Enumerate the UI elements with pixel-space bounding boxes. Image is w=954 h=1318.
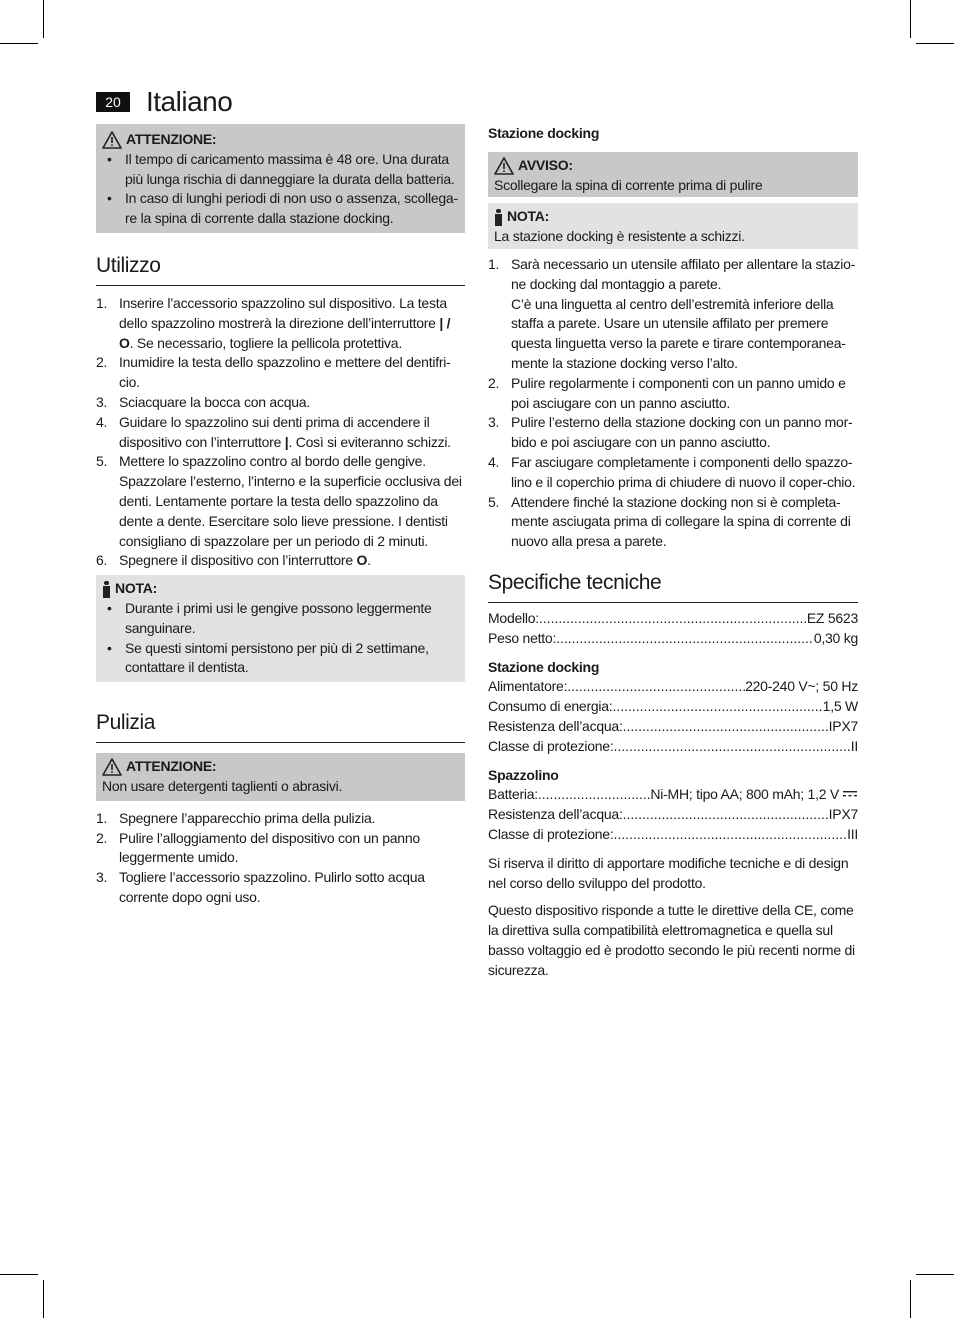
switch-symbol: | / O <box>119 314 451 351</box>
paragraph: Si riserva il diritto di apportare modifiche tecniche e di design nel corso dello sviluppo del prodotto. <box>488 854 849 891</box>
spec-row: Classe di protezione: ..... II <box>488 737 858 757</box>
crop-mark <box>910 1280 911 1318</box>
note-text: La stazione docking è resistente a schizzi. <box>494 228 745 245</box>
note-label: NOTA: <box>507 208 550 225</box>
warning-label: ATTENZIONE: <box>126 131 217 147</box>
warning-icon <box>102 131 122 149</box>
utilizzo-steps <box>96 294 465 571</box>
list-item: 4. Far asciugare completamente i componenti dello spazzo-lino e il coperchio prima di chiudere di nuovo il coper-chio. <box>488 453 856 490</box>
warning-list <box>102 150 459 229</box>
list-item: 5. Mettere lo spazzolino contro al bordo delle gengive. Spazzolare l’esterno, l’interno e la superficie occlusiva dei denti. Lentamente portare la testa dello spazzolino da dente a dente. Esercitare solo lieve pressione. I dentisti consigliano di spazzolare per un periodo di 2 minuti. <box>96 453 462 549</box>
warning-box <box>96 124 465 233</box>
warning-heading <box>494 156 852 176</box>
info-icon <box>102 580 111 598</box>
subsection-heading: Spazzolino <box>488 766 559 783</box>
note-box <box>96 575 465 682</box>
warning-text: Non usare detergenti taglienti o abrasivi. <box>102 777 343 794</box>
spec-row: Alimentatore: ..... 220-240 V~; 50 Hz <box>488 677 858 697</box>
subsection-heading: Stazione docking <box>488 658 600 675</box>
list-item: • In caso di lunghi periodi di non uso o assenza, scollega-re la spina di corrente dalla stazione docking. <box>102 189 459 229</box>
info-icon <box>494 208 503 226</box>
spec-row: Peso netto: ..... 0,30 kg <box>488 629 858 649</box>
list-item: 3. Pulire l’esterno della stazione docking con un panno mor-bido e poi asciugare con un panno asciutto. <box>488 414 853 451</box>
list-item: 1. Inserire l’accessorio spazzolino sul dispositivo. La testa dello spazzolino mostrerà la direzione dell’interruttore | / O. Se necessario, togliere la pellicola protettiva. <box>96 294 451 351</box>
switch-symbol: | <box>284 433 289 450</box>
list-item: 3. Togliere l’accessorio spazzolino. Pulirlo sotto acqua corrente dopo ogni uso. <box>96 869 425 905</box>
spec-row: Resistenza dell’acqua: ..... IPX7 <box>488 717 858 737</box>
page-title: Italiano <box>146 86 233 117</box>
right-column <box>488 124 858 980</box>
crop-mark <box>0 1274 38 1275</box>
note-box <box>488 203 858 249</box>
page-number: 20 <box>96 92 130 112</box>
warning-label: AVVISO: <box>518 156 573 173</box>
note-label: NOTA: <box>115 580 158 597</box>
warning-label: ATTENZIONE: <box>126 758 217 775</box>
crop-mark <box>916 1274 954 1275</box>
switch-symbol: O <box>356 552 368 569</box>
left-column <box>96 124 465 908</box>
section-heading-specs: Specifiche tecniche <box>488 570 858 603</box>
subsection-heading: Stazione docking <box>488 125 600 141</box>
warning-icon <box>494 157 514 175</box>
list-item: • Durante i primi usi le gengive possono leggermente sanguinare. <box>102 599 459 639</box>
warning-icon <box>102 758 122 776</box>
crop-mark <box>916 43 954 44</box>
list-item: • Se questi sintomi persistono per più di 2 settimane, contattare il dentista. <box>102 639 459 679</box>
warning-text: Scollegare la spina di corrente prima di pulire <box>494 176 763 193</box>
crop-mark <box>910 0 911 38</box>
list-item: 2. Pulire l’alloggiamento del dispositivo con un panno leggermente umido. <box>96 829 420 866</box>
crop-mark <box>43 1280 44 1318</box>
spec-row: Resistenza dell’acqua: ..... IPX7 <box>488 805 858 825</box>
dc-symbol-icon <box>842 790 858 800</box>
list-item: 5. Attendere finché la stazione docking non si è completa-mente asciugata prima di collegare la spina di corrente di nuovo alla presa a parete. <box>488 493 851 550</box>
warning-box <box>488 152 858 198</box>
list-item: 4. Guidare lo spazzolino sui denti prima di accendere il dispositivo con l’interruttore |. Così si eviteranno schizzi. <box>96 413 451 450</box>
list-item: 1. Spegnere l’apparecchio prima della pulizia. <box>96 809 376 826</box>
spec-row: Modello: ..... EZ 5623 <box>488 609 858 629</box>
spec-row: Classe di protezione: ..... III <box>488 825 858 845</box>
section-heading-utilizzo: Utilizzo <box>96 253 465 286</box>
section-heading-pulizia: Pulizia <box>96 710 465 743</box>
spec-row: Batteria: ..... Ni-MH; tipo AA; 800 mAh; 1,2 V <box>488 785 858 805</box>
crop-mark <box>43 0 44 38</box>
list-item: 1. Sarà necessario un utensile affilato per allentare la stazio-ne docking dal montaggio a parete. C’è una linguetta al centro dell’estremità inferiore della staffa a parete. Usare un utensile affilato per premere questa linguetta verso la parete e tirare contemporanea-mente la stazione docking verso l’alto. <box>488 255 856 371</box>
pulizia-steps <box>96 809 465 908</box>
warning-heading <box>102 130 459 150</box>
crop-mark <box>0 43 38 44</box>
paragraph: Questo dispositivo risponde a tutte le direttive della CE, come la direttiva sulla compatibilità elettromagnetica e quella sul basso voltaggio ed è prodotto secondo le più recenti norme di sicurezza. <box>488 902 855 978</box>
note-list <box>102 599 459 678</box>
list-item: 2. Pulire regolarmente i componenti con un panno umido e poi asciugare con un panno asciutto. <box>488 374 846 411</box>
list-item: 2. Inumidire la testa dello spazzolino e mettere del dentifri-cio. <box>96 354 451 391</box>
list-item: 3. Sciacquare la bocca con acqua. <box>96 393 310 410</box>
spec-row: Consumo di energia: ..... 1,5 W <box>488 697 858 717</box>
docking-steps <box>488 255 858 552</box>
list-item: • Il tempo di caricamento massima è 48 ore. Una durata più lunga rischia di danneggiare la durata della batteria. <box>102 150 459 190</box>
note-heading <box>102 579 459 599</box>
list-item: 6. Spegnere il dispositivo con l’interruttore O. <box>96 552 371 569</box>
note-heading <box>494 207 852 227</box>
warning-heading <box>102 757 459 777</box>
warning-box <box>96 753 465 801</box>
